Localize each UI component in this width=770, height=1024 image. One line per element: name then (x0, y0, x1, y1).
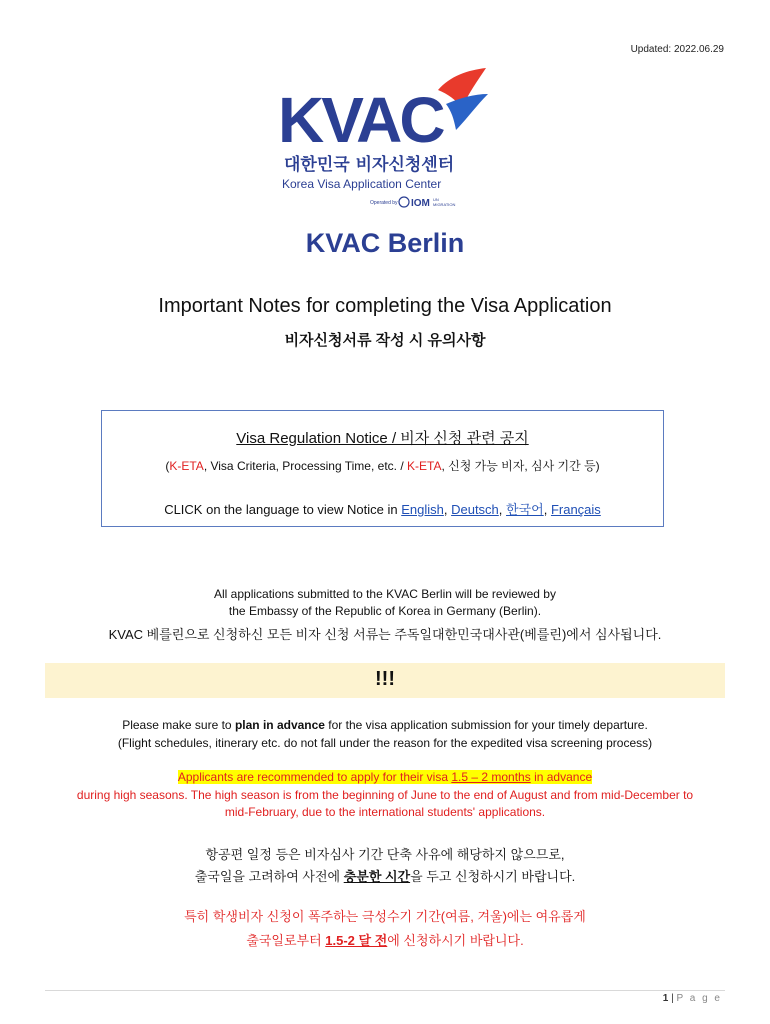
logo-operated-by: Operated by (370, 200, 398, 206)
separator: , (498, 502, 507, 517)
logo-iom-tagline-1: UN (433, 197, 439, 202)
keta-label-ko: K-ETA (407, 459, 442, 473)
topics-end: , 신청 가능 비자, 심사 기간 등) (441, 459, 600, 473)
ko4-pre: 출국일로부터 (246, 933, 326, 948)
iom-globe-icon (399, 197, 409, 207)
page-subtitle-korean: 비자신청서류 작성 시 유의사항 (284, 332, 486, 349)
logo-flag-blue (446, 94, 488, 130)
highlight-months: 1.5 – 2 months (451, 770, 531, 784)
language-links (102, 499, 663, 518)
alert-text: !!! (375, 668, 395, 690)
link-english[interactable]: English (401, 502, 444, 517)
topics-mid: , Visa Criteria, Processing Time, etc. / (203, 459, 407, 473)
page-word: P a g e (676, 993, 722, 1004)
review-line-2: the Embassy of the Republic of Korea in Germany (Berlin). (228, 604, 542, 618)
korean-note-4 (0, 930, 770, 949)
click-prefix: CLICK on the language to view Notice in (164, 502, 402, 517)
high-season-line-2: mid-February, due to the international students' applications. (224, 805, 546, 819)
plan-advance-line (0, 718, 770, 732)
logo-english-name: Korea Visa Application Center (282, 177, 442, 191)
plan-pre: Please make sure to (122, 718, 235, 732)
review-line-korean: KVAC 베를린으로 신청하신 모든 비자 신청 서류는 주독일대한민국대사관(베를린)에서 심사됩니다. (108, 627, 662, 642)
footer-divider (45, 990, 725, 991)
footer-sep: | (668, 993, 677, 1004)
ko4-underlined: 1.5-2 달 전 (325, 933, 388, 948)
separator: , (543, 502, 551, 517)
link-korean[interactable]: 한국어 (506, 502, 544, 517)
korean-note-2 (0, 866, 770, 885)
plan-note: (Flight schedules, itinerary etc. do not fall under the reason for the expedited visa screening process) (117, 736, 653, 750)
logo-wordmark: KVAC (278, 84, 443, 156)
korean-note-1: 항공편 일정 등은 비자심사 기간 단축 사유에 해당하지 않으므로, (205, 847, 565, 862)
plan-post: for the visa application submission for your timely departure. (324, 718, 648, 732)
notice-heading: Visa Regulation Notice / 비자 신청 관련 공지 (236, 430, 529, 447)
highlight-post: in advance (530, 770, 593, 784)
link-francais[interactable]: Français (550, 502, 601, 517)
page-subtitle: Important Notes for completing the Visa Application (158, 295, 612, 317)
korean-note-3: 특히 학생비자 신청이 폭주하는 극성수기 기간(여름, 겨울)에는 여유롭게 (184, 909, 586, 924)
paren-open: ( (165, 459, 170, 473)
ko4-post: 에 신청하시기 바랍니다. (387, 933, 524, 948)
review-line-1: All applications submitted to the KVAC Berlin will be reviewed by (214, 587, 556, 601)
logo-iom: IOM (411, 198, 430, 209)
visa-notice-box (101, 410, 664, 527)
updated-date: Updated: 2022.06.29 (630, 44, 724, 55)
page-title: KVAC Berlin (305, 228, 465, 258)
link-deutsch[interactable]: Deutsch (451, 502, 499, 517)
kvac-logo (270, 64, 500, 214)
separator: , (443, 502, 452, 517)
recommendation-line (0, 770, 770, 784)
highlight-pre: Applicants are recommended to apply for their visa (177, 770, 452, 784)
page-footer (663, 993, 722, 1004)
logo-korean-name: 대한민국 비자신청센터 (284, 155, 455, 175)
high-season-line-1: during high seasons. The high season is from the beginning of June to the end of August and from mid-December to (76, 788, 694, 802)
ko2-post: 을 두고 신청하시기 바랍니다. (410, 869, 576, 884)
notice-topics (102, 457, 663, 474)
plan-bold: plan in advance (234, 718, 325, 732)
ko2-bold: 충분한 시간 (343, 869, 411, 884)
ko2-pre: 출국일을 고려하여 사전에 (194, 869, 344, 884)
keta-label: K-ETA (169, 459, 204, 473)
page-number: 1 (662, 993, 669, 1004)
logo-iom-tagline-2: MIGRATION (433, 202, 456, 207)
